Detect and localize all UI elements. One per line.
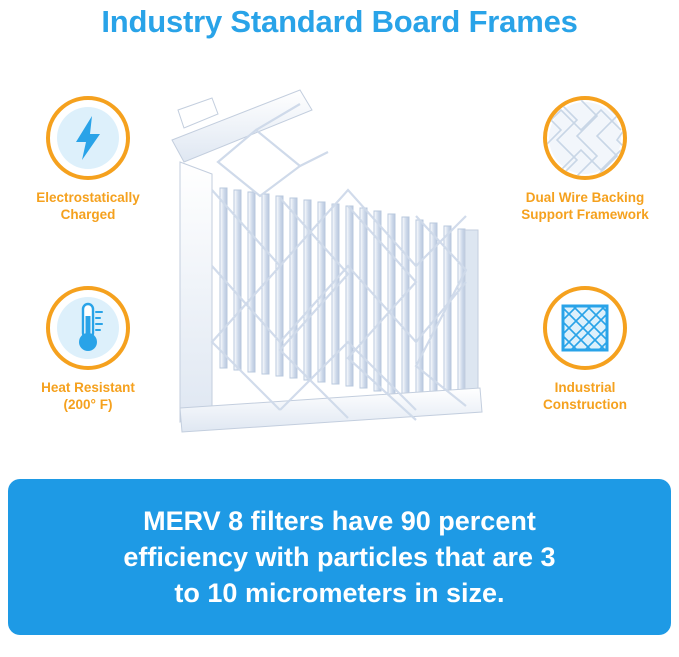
merv-info-banner: [8, 479, 671, 635]
feature-label-line1: Heat Resistant: [41, 380, 135, 395]
feature-label: [8, 379, 168, 413]
banner-line-2: efficiency with particles that are 3: [123, 542, 556, 572]
feature-label-line1: Industrial: [554, 380, 616, 395]
lightning-bolt-icon: [46, 96, 130, 180]
thermometer-icon: [46, 286, 130, 370]
feature-label-line2: Support Framework: [521, 207, 649, 222]
feature-label-line1: Electrostatically: [36, 190, 140, 205]
feature-label-line1: Dual Wire Backing: [525, 190, 645, 205]
product-illustration: [160, 70, 520, 470]
wire-mesh-icon: [543, 96, 627, 180]
feature-label-line2: (200° F): [63, 397, 113, 412]
feature-industrial-construction: [505, 286, 665, 413]
feature-label-line2: Construction: [543, 397, 627, 412]
air-filter-graphic: [160, 70, 520, 470]
feature-label: [505, 189, 665, 223]
banner-line-3: to 10 micrometers in size.: [174, 578, 505, 608]
feature-label: [505, 379, 665, 413]
feature-dual-wire-backing: [505, 96, 665, 223]
page-title: Industry Standard Board Frames: [101, 4, 578, 39]
banner-line-1: MERV 8 filters have 90 percent: [143, 506, 536, 536]
feature-heat-resistant: [8, 286, 168, 413]
banner-text: [99, 503, 579, 611]
grid-frame-icon: [543, 286, 627, 370]
feature-electrostatically-charged: [8, 96, 168, 223]
feature-label-line2: Charged: [60, 207, 116, 222]
feature-label: [8, 189, 168, 223]
